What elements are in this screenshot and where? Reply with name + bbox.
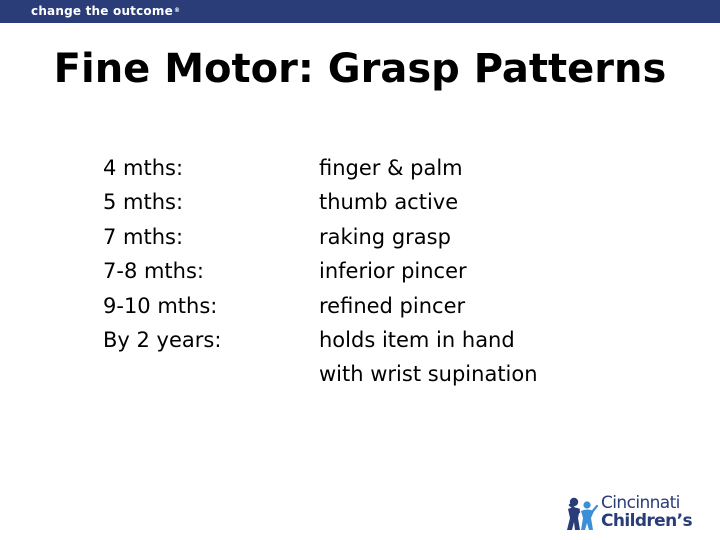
slide-title: Fine Motor: Grasp Patterns	[53, 46, 667, 92]
grasp-pattern: holds item in hand	[319, 328, 515, 353]
header-bar	[0, 0, 720, 23]
age-label: 7-8 mths:	[103, 259, 204, 284]
tagline	[31, 4, 180, 18]
grasp-pattern-column	[319, 151, 679, 389]
age-label: 5 mths:	[103, 190, 184, 215]
children-figure-icon	[566, 496, 598, 532]
grasp-pattern: finger & palm	[319, 156, 463, 180]
age-column	[103, 151, 303, 357]
logo-line-2: Children’s	[601, 511, 692, 531]
cincinnati-childrens-logo	[566, 492, 712, 534]
tagline-text: change the outcome	[31, 4, 173, 18]
logo-line-1: Cincinnati	[601, 493, 680, 513]
grasp-pattern: inferior pincer	[319, 259, 467, 284]
grasp-pattern: raking grasp	[319, 224, 451, 249]
age-label: 9-10 mths:	[103, 293, 218, 318]
grasp-pattern: refined pincer	[319, 293, 466, 318]
age-label: 7 mths:	[103, 224, 184, 249]
age-label: By 2 years:	[103, 328, 222, 353]
age-label: 4 mths:	[103, 156, 184, 180]
grasp-pattern: thumb active	[319, 190, 459, 215]
grasp-pattern-continued: with wrist supination	[319, 362, 538, 387]
logo-wordmark	[601, 494, 692, 530]
registered-mark: ®	[173, 7, 181, 14]
